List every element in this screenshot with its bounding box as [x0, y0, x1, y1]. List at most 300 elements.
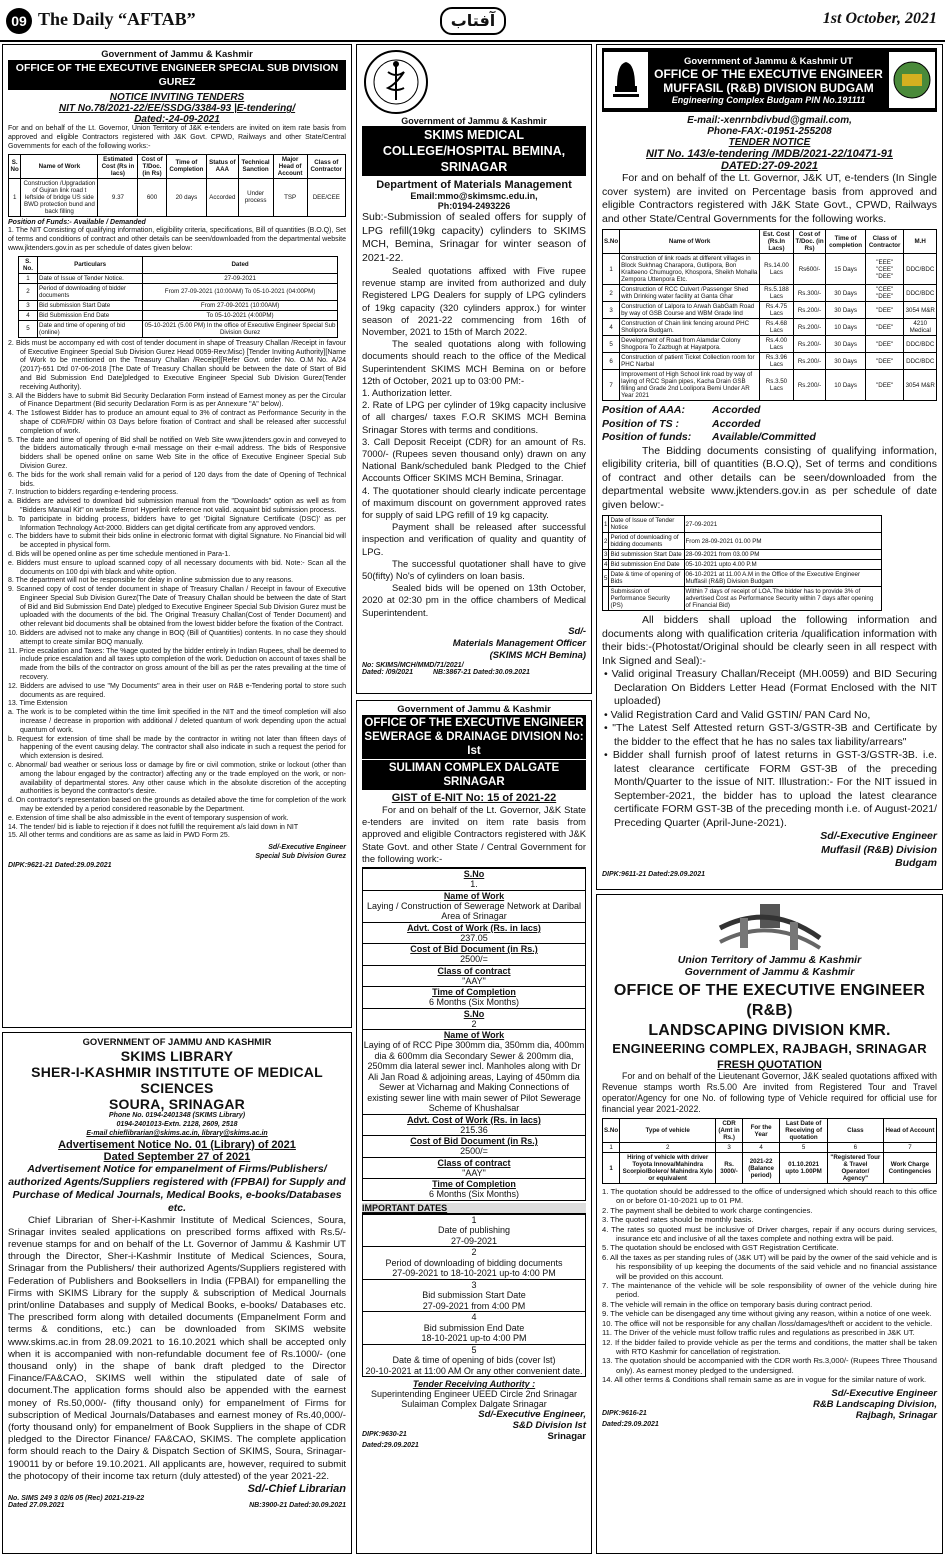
table-header: CDR (Amt in Rs.) — [716, 1119, 743, 1143]
condition-item: 9. The vehicle can be disengaged any time without giving any reason, within a notice of one week. — [602, 1309, 932, 1319]
condition-item: 15. All other terms and conditions are as same as laid in PWD Form 25. — [8, 832, 230, 840]
newspaper-logo: آفتاب — [440, 7, 506, 35]
table-cell: 4 — [603, 319, 620, 336]
signature-title: Sd/-Executive Engineer — [268, 844, 346, 852]
table-row — [19, 300, 338, 310]
works-table — [602, 229, 937, 401]
ut-heading: Union Territory of Jammu & Kashmir — [677, 954, 862, 966]
condition-item: 6. The bids for the work shall remain valid for a period of 120 days from the date of Opening of Technical bids. — [8, 471, 346, 488]
condition-item: 8. The vehicle will remain in the office on temporary basis during contract period. — [602, 1299, 873, 1309]
date-entry: 5 — [363, 1344, 585, 1356]
table-cell: TSP — [273, 178, 307, 216]
para-2: The sealed quotations along with following documents should reach to the office of the Medical Superintendent SKIMS MCH Bemina on or before 12th of October, 2021 up to 03:00 PM:- — [362, 338, 586, 386]
para-4: The successful quotationer shall have to give 50(fifty) No's of cylinders on loan basis. — [362, 557, 586, 582]
date-entry: 27-09-2021 — [450, 1235, 498, 1246]
table-cell: Rs.4.75 Lacs — [760, 302, 794, 319]
table-row — [603, 570, 882, 587]
field-value: 6 Months (Six Months) — [428, 997, 520, 1008]
table-cell: Bid Submission End Date — [38, 310, 143, 320]
table-cell: Rs.200/- — [793, 370, 825, 401]
schedule-table — [602, 515, 882, 611]
intro-text: For and on behalf of the Lieutenant Governor, J&K sealed quotations affixed with Revenue stamps worth Rs.5.00 Are invited from Registered Tour and Travel operator/Agency for one No. of following type of Vehicle required for official use for financial year 2021-2022. — [602, 1071, 937, 1114]
table-cell: 1 — [603, 1143, 620, 1153]
intro-text: For and on behalf of the Lt. Governor, Union Territory of J&K e-tenders are invited on item rate basis from approved and eligible Contractors registered with J&K Govt. CPWD, Railways and other State/Central Governments for each of the following works:- — [8, 125, 346, 150]
table-cell: Construction of patient Ticket Collection room for PHC Narbal — [620, 353, 760, 370]
para-2: All bidders shall upload the following information and documents along with qualification criteria /qualification information with their bids:-(Photostat/Original should be clearly seen in all respect with Ink Signed and Seal):- — [602, 614, 937, 667]
institute-place: SOURA, SRINAGAR — [108, 1096, 245, 1113]
condition-item: 3. All the Bidders have to submit Bid Security Declaration Form instead of Earnest money as per the Circular of Finance Department (Bid security Declaration Form is as per Annexure "A" below). — [8, 392, 346, 409]
field-label: Advt. Cost of Work (Rs. in lacs) — [363, 922, 585, 933]
bullet-2: • Valid Registration Card and Valid GSTIN/ PAN Card No, — [604, 708, 871, 721]
table-cell: Rs. 3000/- — [716, 1153, 743, 1184]
table-header: Cost of T/Doc. (in Rs) — [793, 230, 825, 254]
table-cell: 2021-22 (Balance period) — [742, 1153, 780, 1184]
funds-value: Available/Committed — [712, 431, 816, 443]
condition-item: 6. All the taxes as per standing rules of (J&K UT) will be paid by the owner of the said vehicle and is his responsibility of up keeping the documents of the said vehicle and no financial assistance will be provided on this account. — [602, 1252, 937, 1281]
notice-body: Chief Librarian of Sher-i-Kashmir Institute of Medical Sciences, Soura, Srinagar invites sealed applications on prescribed forms affixed with Rs.5/- revenue stamps for and on behalf of the Lt. Governor of Jammu & Kashmir UT through the Director, Sher-i-Kashmir Institute of Medical Sciences, Soura, Srinagar from the Publishers/ their authorized Agents/Suppliers registered with Federation of Publishers and Booksellers in India (FPBAI) for empanelling the Firms with SKIMS Library for the supply & subscription of Medical Journals print/online Databases and supply of Medical Books, e-books/ Databases etc. The prescribed form along with detailed documents (Empanelment Form and terms & conditions, etc.) can be downloaded from SKIMS website www.skims.ac.in from 28.09.2021 to 16.10.2021 which shall be accepted only when it is accompanied with non-refundable document fee of Rs.1000/- (one thousand only) in the shape of bank draft pledged to the Director Finance/FA&CAO, SKIMS well within the stipulated date of sale of document.The application forms should also be appended with the earnest money of Rs.50,000/- (fifty thousand only) for empanelment of Firms for subscription of Medical Journals/Databases and earnest money of Rs.40,000/- (forty thousand only) for empanelment of Book Suppliers in the shape of CDR pledged to the Director Finance/ FA&CAO, SKIMS. The complete application form should reach to the Dairy & Dispatch Section of SKIMS, Soura, Srinagar-190011 by or before 19.10.2021. All applicants are, however, required to submit the photocopy of their income tax return (duly attested) of the year 2021-22. — [8, 1214, 346, 1482]
table-cell: 10 Days — [826, 370, 866, 401]
dipk-ref: DIPK:9630-21 — [362, 1431, 407, 1439]
table-header: S.No — [603, 230, 620, 254]
table-cell: Construction of RCC Culvert /Passenger Shed with Drinking water facility at Ganta Ghar — [620, 285, 760, 302]
table-cell: 28-09-2021 from 03.00 PM — [684, 550, 881, 560]
hospital-banner: SKIMS MEDICAL COLLEGE/HOSPITAL BEMINA, SRINAGAR — [362, 126, 586, 176]
field-label: Advt. Cost of Work (Rs. in lacs) — [363, 1114, 585, 1125]
table-cell: 4210 Medical — [904, 319, 937, 336]
govt-heading: Government of Jammu & Kashmir — [401, 116, 547, 126]
notice-title: NOTICE INVITING TENDERS — [109, 92, 245, 104]
condition-item: 14. The tender/ bid is liable to rejection if it does not fulfill the requirement a/s laid down in NIT — [8, 823, 299, 831]
date-entry: Bid submission Start Date — [422, 1290, 526, 1301]
table-cell: Period of downloading of bidding documents — [609, 533, 684, 550]
table-cell: Construction of Lalpora to Arwah GabGath Road by way of GSB Course and WBM Grade lind — [620, 302, 760, 319]
table-cell: 1 — [19, 273, 38, 283]
field-value: 237.05 — [460, 932, 488, 943]
date-entry: Period of downloading of bidding documents — [385, 1257, 563, 1268]
table-cell: 1 — [603, 254, 620, 285]
table-cell: Rs.300/- — [793, 285, 825, 302]
table-cell: Rs.3.50 Lacs — [760, 370, 794, 401]
signature-office: (SKIMS MCH Bemina) — [489, 649, 586, 661]
para-1: Sealed quotations affixed with Five rupee revenue stamp are invited from authorized and duly Registered LPG Dealers for supply of LPG cylinders of 19kg capacity (320 cylinders approx.) for winter season of 2021-22 commencing from 16th of November, 2021 to 15th of March 2022. — [362, 265, 586, 338]
table-header: Name of Work — [620, 230, 760, 254]
table-cell: 2 — [603, 285, 620, 302]
field-label: Name of Work — [363, 1029, 585, 1040]
office-banner: OFFICE OF THE EXECUTIVE ENGINEER SPECIAL SUB DIVISION GUREZ — [8, 60, 346, 90]
signature-office: Muffasil (R&B) Division — [821, 843, 937, 856]
sewerage-tender-notice — [356, 700, 592, 1554]
institute-title: SHER-I-KASHMIR INSTITUTE OF MEDICAL SCIENCES — [31, 1064, 323, 1097]
table-cell: 30 Days — [826, 336, 866, 353]
funds-position: Position of Funds:- Available / Demanded — [8, 218, 146, 226]
table-cell: Submission of Performance Security (PS) — [609, 587, 684, 611]
signature-place: Rajbagh, Srinagar — [855, 1409, 937, 1421]
signature-title: Sd/-Executive Engineer — [831, 1387, 937, 1399]
govt-heading: Government of Jammu & Kashmir — [101, 48, 253, 59]
table-header: Dated — [143, 256, 338, 273]
signature: Sd/-Chief Librarian — [247, 1483, 346, 1496]
field-label: Name of Work — [363, 890, 585, 901]
condition-item: 13. Time Extension — [8, 700, 68, 708]
para-1: The Bidding documents consisting of qualifying information, eligibility criteria, bill of quantities (B.O.Q), Set of terms and conditions of contract and other details can be seen/downloaded from the departmental website www.jktenders.gov.in as per schedule of date given below:- — [602, 444, 937, 511]
table-cell: 6 — [603, 353, 620, 370]
table-header: Cost of T/Doc. (in Rs) — [138, 154, 166, 178]
condition-item: e. Bidders must ensure to upload scanned copy of all necessary documents with bid. Note:- Scan all the documents on 100 dpi with black and white option. — [8, 559, 346, 576]
phone-2: 0194-2401013-Extn. 2128, 2609, 2518 — [116, 1121, 238, 1128]
nit-date: Dated:-24-09-2021 — [134, 114, 220, 126]
date-entry: 1 — [363, 1214, 585, 1226]
intro-text: For and on behalf of the Lt. Governor, J&K UT, e-tenders (In Single cover system) are invited on Percentage basis from approved and eligible Contractors registered with J&K State Govt., CPWD, Railways and other State/Central Governments for the following works. — [602, 172, 937, 225]
tender-authority-2: Sulaiman Complex Dalgate Srinagar — [401, 1399, 547, 1410]
field-label: Class of contract — [363, 965, 585, 976]
notice-date: Dated September 27 of 2021 — [103, 1150, 251, 1163]
landscaping-quotation-notice — [596, 894, 943, 1554]
table-cell: 3 — [604, 551, 608, 558]
gurez-tender-notice — [2, 44, 352, 1028]
table-row — [603, 370, 937, 401]
table-header: Est. Cost (Rs.In Lacs) — [760, 230, 794, 254]
table-cell: 1 — [603, 1153, 620, 1184]
para-5: Sealed bids will be opened on 13th October, 2020 at 02:30 pm in the office chambers of Medical Superintendent. — [362, 582, 586, 618]
schedule-table — [18, 256, 338, 338]
govt-heading: GOVERNMENT OF JAMMU AND KASHMIR — [82, 1036, 272, 1047]
library-title: SKIMS LIBRARY — [120, 1048, 234, 1065]
table-cell: Work Charge Contingencies — [883, 1153, 936, 1184]
date-entry: 27-09-2021 from 4:00 PM — [422, 1300, 526, 1311]
table-cell: Date and time of opening of bid (online) — [38, 320, 143, 337]
table-cell: "DEE" — [865, 302, 904, 319]
signature-office: Special Sub Division Gurez — [255, 853, 346, 860]
table-cell: DDC/BDC — [904, 285, 937, 302]
para-3: Payment shall be released after successful inspection and verification of quality and quantity of LPG. — [362, 521, 586, 557]
table-row — [19, 320, 338, 337]
govt-heading: Government of Jammu & Kashmir UT — [684, 55, 853, 67]
email: Email:mmo@skimsmc.edu.in, — [410, 191, 538, 201]
condition-item: 11. The Driver of the vehicle must follow traffic rules and regulations as prescribed in J&K UT. — [602, 1328, 915, 1338]
table-cell: From 28-09-2021 01.00 PM — [684, 533, 881, 550]
date-entry: 3 — [363, 1279, 585, 1291]
condition-item: 10. Bidders are advised not to make any change in BOQ (Bill of Quantities) contents. In no case they should attempt to create similar BOQ manually. — [8, 630, 346, 646]
table-header: Class — [827, 1119, 883, 1143]
table-cell: 3054 M&R — [904, 302, 937, 319]
table-header: S. No. — [19, 256, 38, 273]
table-header: Technical Sanction — [238, 154, 273, 178]
table-cell: Date of Issue of Tender Notice. — [38, 273, 143, 283]
ref-number: No: SKIMS/MCH/MMD/71/2021/ — [362, 661, 464, 669]
table-cell: DEE/CEE — [307, 178, 345, 216]
signature-title: Materials Management Officer — [452, 637, 586, 649]
table-cell: Rs.4.00 Lacs — [760, 336, 794, 353]
signature-place: Srinagar — [547, 1431, 586, 1443]
department-logo-icon — [889, 52, 935, 108]
table-cell: 1 — [603, 516, 609, 533]
conditions-list — [602, 1187, 937, 1385]
table-row — [603, 336, 937, 353]
condition-item: 8. The department will not be responsible for delay in online submission due to any reasons. — [8, 577, 294, 585]
field-label: Cost of Bid Document (in Rs.) — [363, 943, 585, 954]
table-cell: Rs.200/- — [793, 319, 825, 336]
table-header: Estimated Cost (Rs in lacs) — [98, 154, 138, 178]
table-cell: "EEE" "CEE" "DEE" — [865, 254, 904, 285]
field-label: Cost of Bid Document (in Rs.) — [363, 1135, 585, 1146]
table-cell: 2 — [620, 1143, 716, 1153]
dipk-date: Dated:29.09.2021 — [602, 1420, 659, 1428]
table-header: Name of Work — [21, 154, 98, 178]
signature-office: R&B Landscaping Division, — [812, 1398, 937, 1410]
ref-date: Dated 27.09.2021 — [8, 1502, 65, 1510]
table-cell: 10 Days — [826, 319, 866, 336]
condition-item: 11. Price escalation and Taxes: The %age quoted by the bidder entirely in Indian Rupees, shall be deemed to include price escalation and all taxes upto completion of the work. Deduction on account of taxes shall be made from the bills of the contractor on gross amount of the bill as per the rates prevailing at the time of recovery. — [8, 647, 346, 682]
field-value: 215.36 — [460, 1124, 488, 1135]
conditions-list — [8, 340, 346, 841]
table-cell: Date & time of opening of Bids — [609, 570, 684, 587]
table-header: Last Date of Receiving of quotation — [780, 1119, 828, 1143]
works-table — [8, 154, 346, 217]
signature-place: Budgam — [895, 857, 937, 869]
table-cell: DDC/BDC — [904, 254, 937, 285]
nit-number: NIT No. 143/e-tendering /MDB/2021-22/10471-91 — [646, 148, 893, 160]
table-cell: From 27-09-2021 (10:00AM) To 05-10-2021 (04:00PM) — [143, 283, 338, 300]
funds-label: Position of funds: — [602, 431, 692, 443]
table-row — [603, 302, 937, 319]
table-cell: Rs.200/- — [793, 302, 825, 319]
page-number: 09 — [6, 8, 32, 34]
table-header: Class of Contractor — [865, 230, 904, 254]
table-cell: Improvement of High School link road by way of laying of RCC Spain pipes, Kacha Drain GSB filling and Grade 2nd Loolipora Bemi Under AR Year 2021 — [620, 370, 760, 401]
email: E-mail chieflibrarian@skims.ac.in, library@skims.ac.in — [86, 1129, 268, 1137]
condition-item: 2. Bids must be accompany ed with cost of tender document in shape of Treasury Challan /Receipt in favour of Executive Engineer Special Sub Division Gurez Head 0059-Rev:Misc) [Tender Inviting Authority][Name of Work to be mentioned on the Treasury Challan /Receipt][Refer Govt. order No. O.M No. A/24 (2017)-651 Dtd 07-06-2018 [The Date of Treasury Challan should be between the date of Start of Bid and Bid Submission End Date]pledged to Executive Engineer Special Sub Division Gurez(Tender receiving Authority). — [8, 339, 346, 391]
table-header: For the Year — [742, 1119, 780, 1143]
condition-item: 5. The date and time of opening of Bid shall be notified on Web Site www.jktenders.gov.in and conveyed to the bidders automatically through e-mail message on their e-mail address. The bids of Responsive bidders shall be opened online on same Web Site in the office of Executive Engineer Special Sub Division Gurez. — [8, 436, 346, 470]
condition-item: 12. Bidders are advised to use "My Documents" area in their user on R&B e-Tendering portal to store such documents as are required. — [8, 682, 346, 699]
table-header: Major Head of Account — [273, 154, 307, 178]
table-cell: Rs.14.00 Lacs — [760, 254, 794, 285]
bullet-3: • "The Latest Self Attested return GST-3/GSTR-3B and Certificate by the bidder to the effect that he has no sales tax liability/arrears" — [604, 722, 938, 748]
table-cell: Accorded — [207, 178, 238, 216]
table-cell: Rs.5.188 Lacs — [760, 285, 794, 302]
table-cell: 5 — [603, 336, 620, 353]
engineering-building-icon — [602, 898, 937, 954]
dipk-ref: DIPK:9621-21 Dated:29.09.2021 — [8, 861, 112, 869]
office-banner: OFFICE OF THE EXECUTIVE ENGINEER SEWERAGE & DRAINAGE DIVISION No: Ist — [362, 715, 586, 759]
phone: Phone No. 0194-2401348 (SKIMS Library) — [108, 1112, 246, 1120]
field-label: Class of contract — [363, 1157, 585, 1168]
table-row — [19, 273, 338, 283]
table-cell: 9.37 — [98, 178, 138, 216]
table-cell: Development of Road from Alamdar Colony Shogpora To Zazbugh at Hayatpora. — [620, 336, 760, 353]
table-row — [603, 560, 882, 570]
table-header: S. No — [9, 154, 21, 178]
table-cell: 5 — [780, 1143, 828, 1153]
phone: Ph:0194-2493226 — [437, 201, 511, 211]
table-cell: To 05-10-2021 (4:00PM) — [143, 310, 338, 320]
aaa-label: Position of AAA: — [602, 404, 686, 416]
condition-item: c. Abnormal/ bad weather or serious loss or damage by fire or civil commotion, strike or lockout (other than among the labour engaged by the contractor) affecting any or the trade employed on the work, or non-availability of departmental stores. Any other cause which in the absolute discretion of the accepting authorities is beyond the contractor's desire. — [8, 762, 346, 796]
bullet-4: • Bidder shall furnish proof of latest returns in GST-3/GSTR-3B. i.e. latest clearance certificate FORM GST-3B of the preceding Month/Quarter to the issue of NIT. Illustration:- For the NIT issued in September-2021, the bidder has to upload the latest clearance certificate FORM GST-3B of the preceding month i.e. of August-2021/ Preceding Quarter (April-June-2021). — [604, 749, 938, 829]
table-cell: Construction of link roads at different villages in Block Sukhnag Charapora, Gutlipora, Bon Kralteeno Chumugroo, Khospora, Sheikh Mohalla Zempora Uttenpora Etc. — [620, 254, 760, 285]
office-address: ENGINEERING COMPLEX, RAJBAGH, SRINAGAR — [612, 1041, 927, 1056]
bullet-1: • Valid original Treasury Challan/Receipt (MH.0059) and BID Securing Declaration On Bidders Letter Head (Format Enclosed with the NIT uploaded) — [604, 668, 937, 707]
table-cell: 06-10-2021 at 11.00 A.M in the Office of the Executive Engineer Muffasil (R&B) Division Budgam — [684, 570, 881, 587]
nit-number: NIT No.78/2021-22/EE/SSDG/3384-93 |E-tendering/ — [58, 103, 296, 115]
condition-item: c. The bidders have to submit their bids online in electronic format with digital Signature. No Financial bid will be accepted in physical form. — [8, 533, 346, 550]
table-header: Status of AAA — [207, 154, 238, 178]
table-row — [603, 319, 937, 336]
intro-text: For and on behalf of the Lt. Governor, J&K State e-tenders are invited on item rate basis from approved and eligible Contractors registered with J&K State Govt. and other State / Central Government for the following work:- — [362, 804, 586, 864]
office-title: OFFICE OF THE EXECUTIVE ENGINEER MUFFASIL (R&B) DIVISION BUDGAM — [654, 66, 883, 95]
condition-item: 3. The quoted rates should be monthly basis. — [602, 1215, 754, 1225]
table-cell: "CEE" "DEE" — [865, 285, 904, 302]
table-row — [603, 254, 937, 285]
gist-number: GIST of E-NIT No: 15 of 2021-22 — [391, 792, 557, 804]
ref-date: Dated: /09/2021 — [362, 668, 413, 676]
field-value: 2 — [471, 1018, 477, 1029]
signature-title: Sd/-Executive Engineer, — [478, 1409, 586, 1421]
tender-notice-title: TENDER NOTICE — [728, 137, 811, 148]
table-cell: 1 — [9, 178, 21, 216]
condition-item: e. Extension of time shall be also admissible in the event of temporary suspension of work. — [8, 814, 289, 822]
emblem-icon — [604, 52, 648, 108]
table-cell: 20 days — [166, 178, 206, 216]
item-3: 3. Call Deposit Receipt (CDR) for an amount of Rs. 7000/- (Rupees seven thousand only) drawn on any National Bank/scheduled bank Pledged to the Chief Accounts Officer SKIMS MCH Bemina, Srinagar. — [362, 435, 586, 484]
condition-item: 4. The 1stlowest Bidder has to produce an amount equal to 3% of contract as Performance Security in the shape of CDR/FDR/ within 03 Days before fixation of Contract and shall be released after successful completion of work. — [8, 410, 346, 435]
table-cell: 3 — [603, 302, 620, 319]
field-label: S.No — [363, 868, 585, 879]
table-row — [603, 587, 882, 611]
table-header: Head of Account — [883, 1119, 936, 1143]
table-cell: Rs.4.68 Lacs — [760, 319, 794, 336]
signature-office: S&D Division Ist — [512, 1420, 586, 1432]
condition-item: d. Bids will be opened online as per time schedule mentioned in Para-1. — [8, 550, 231, 558]
table-cell: 05-10-2021 (5.00 PM) In the office of Executive Engineer Special Sub Division Gurez — [143, 320, 338, 337]
condition-item: b. To participate in bidding process, bidders have to get 'Digital Signature Certificate (DSC)' as per Information Technology Act-2000. Bidders can get digital certificate from any approved vendors. — [8, 515, 346, 532]
table-cell: DDC/BDC — [904, 353, 937, 370]
condition-item: a. The work is to be completed within the time limit specified in the NIT and the timeof completion will also increase / decrease in proportion with additional / deleted quantum of work depending upon the actual quantum of work. — [8, 709, 346, 734]
table-cell: "Registered Tour & Travel Operator/ Agency" — [827, 1153, 883, 1184]
field-value: Laying / Construction of Sewerage Network at Daribal Area of Srinagar — [366, 900, 582, 922]
table-header: Type of vehicle — [620, 1119, 716, 1143]
condition-item: 14. All other terms & Conditions shall remain same as are in vogue for the similar nature of work. — [602, 1375, 927, 1385]
table-header: Time of completion — [826, 230, 866, 254]
table-cell: 27-09-2021 — [143, 273, 338, 283]
table-cell: Under process — [238, 178, 273, 216]
table-cell: Date of Issue of Tender Notice — [609, 516, 684, 533]
table-cell: 6 — [827, 1143, 883, 1153]
table-cell: 600 — [138, 178, 166, 216]
table-cell: 4 — [742, 1143, 780, 1153]
notice-number: Advertisement Notice No. 01 (Library) of 2021 — [58, 1138, 296, 1151]
table-cell: 7 — [603, 370, 620, 401]
condition-item: 7. The maintenance of the vehicle will be sole responsibility of owner of the vehicle during hire period. — [602, 1281, 937, 1300]
table-cell: Rs600/- — [793, 254, 825, 285]
date-entry: 27-09-2021 to 18-10-2021 up-to 4:00 PM — [392, 1268, 556, 1279]
important-dates — [362, 1213, 586, 1378]
dipk-date: Dated:29.09.2021 — [362, 1442, 419, 1450]
field-value: 2500/= — [460, 954, 488, 965]
table-cell: 3 — [716, 1143, 743, 1153]
para-1: 1. The NIT Consisting of qualifying information, eligibility criteria, specifications, Bill of quantities (B.O.Q), Set of terms and conditions of contract and other details can be seen/downloaded from the departmental website www.jktenders.gov.in as per schedule of dates given below: — [8, 227, 346, 252]
sd: Sd/- — [568, 624, 586, 636]
tender-authority-1: Superintending Engineer UEED Circle 2nd Srinagar — [370, 1389, 578, 1400]
table-cell: 15 Days — [826, 254, 866, 285]
date-entry: Bid submission End Date — [423, 1322, 525, 1333]
phone: Phone-FAX:-01951-255208 — [707, 126, 832, 137]
table-cell: Bid submission Start Date — [609, 550, 684, 560]
table-cell: Period of downloading of bidder documents — [38, 283, 143, 300]
skims-seal-logo — [362, 48, 430, 116]
table-cell: "DEE" — [865, 319, 904, 336]
table-cell: Hiring of vehicle with driver Toyota Innova/Mahindra Scorpio/Bolero/ Mahindra Xylo or equivalent — [620, 1153, 716, 1184]
table-cell: "DEE" — [865, 353, 904, 370]
ts-value: Accorded — [712, 417, 761, 430]
vehicle-table — [602, 1118, 937, 1184]
table-cell: 4 — [604, 561, 608, 568]
condition-item: 1. The quotation should be addressed to the office of undersigned which should reach to this office on or before 01-10-2021 up to 01 PM. — [602, 1187, 937, 1206]
table-row — [603, 533, 882, 550]
budgam-tender-notice — [596, 44, 943, 890]
field-value: Laying of of RCC Pipe 300mm dia, 350mm dia, 400mm dia & 600mm dia Secondary Sewer & 200mm dia, 250mm dia lateral sewer incl. Manholes along with Dr Ali Jan Road & adjoining areas, Laying of 450mm dia Sewer at Vicharnag and Making Connections of existing sewer line with main sewer of Pilot Sewerage Scheme of Khushalsar — [363, 1040, 585, 1114]
govt-heading: Government of Jammu & Kashmir — [397, 704, 551, 715]
important-dates-heading: IMPORTANT DATES — [362, 1203, 586, 1213]
date-entry: 20-10-2021 at 11:00 AM Or any other convenient date. — [365, 1365, 583, 1376]
table-cell: 30 Days — [826, 302, 866, 319]
field-value: "AAY" — [462, 975, 486, 986]
office-title-1: OFFICE OF THE EXECUTIVE ENGINEER (R&B) — [613, 982, 926, 1019]
field-label: S.No — [363, 1008, 585, 1019]
ref-number: No. SIMS 249 3 02/6 05 (Rec) 2021-219-22 — [8, 1495, 145, 1503]
condition-item: 10. The office will not be responsible for any challan /loss/damages/theft or accident to the vehicle. — [602, 1318, 933, 1328]
govt-heading: Government of Jammu & Kashmir — [684, 966, 855, 978]
office-address-banner: SULIMAN COMPLEX DALGATE SRINAGAR — [362, 760, 586, 790]
table-header: Class of Contractor — [307, 154, 345, 178]
department: Department of Materials Management — [376, 179, 572, 191]
table-cell: Rs.200/- — [793, 353, 825, 370]
table-cell: Bid submission End Date — [609, 560, 684, 570]
table-cell: "DEE" — [865, 370, 904, 401]
table-cell: 3 — [19, 300, 38, 310]
condition-item: 7. Instruction to bidders regarding e-tendering process. — [8, 489, 179, 497]
table-cell: 7 — [883, 1143, 936, 1153]
notice-subject: Advertisement Notice for empanelment of Firms/Publishers/ authorized Agents/Suppliers registered with (FPBAI) for Supply and Purchase of Medical Journals, Medical Books, e-books/Databases etc. — [8, 1162, 346, 1214]
table-cell: Rs.200/- — [793, 336, 825, 353]
table-cell: Construction /Upgradation of Gujran link road t leftside of bridge US side BWD protection bund and back filling — [21, 178, 98, 216]
aaa-value: Accorded — [712, 404, 761, 416]
table-header: S.No — [603, 1119, 620, 1143]
field-label: Time of Completion — [363, 986, 585, 997]
table-row — [19, 283, 338, 300]
table-cell: Construction of Chain link fencing around PHC Sholipora Budgam. — [620, 319, 760, 336]
condition-item: 9. Scanned copy of cost of tender document in shape of Treasury Challan / Receipt in favour of Executive Engineer Special Sub Division Gurez(The Date of Treasury Challan should be between the date of Start of Bid and Bid Submission End Date) pledged to Executive Engineer Special Sub Division Gurez must be uploaded with the documents of the bid. The Original Treasury Challan(Cost of Tender Document) and other relevant bid documents shall be obtained from the lowest bidder before the fixation of the Contract. — [8, 586, 346, 629]
works-details — [362, 867, 586, 1201]
table-row — [603, 516, 882, 533]
condition-item: 5. The quotation should be enclosed with GST Registration Certificate. — [602, 1243, 839, 1253]
field-value: 2500/= — [460, 1146, 488, 1157]
table-cell: 4 — [19, 310, 38, 320]
table-cell: 30 Days — [826, 353, 866, 370]
dipk-ref: DIPK:9616-21 — [602, 1409, 647, 1417]
quotation-title: FRESH QUOTATION — [717, 1059, 822, 1071]
dipk-ref: DIPK:9611-21 Dated:29.09.2021 — [602, 870, 705, 878]
field-value: 6 Months (Six Months) — [428, 1189, 520, 1200]
subject: Sub:-Submission of sealed offers for supply of LPG refill(19kg capacity) cylinders to SKIMS MCH, Bemina, Srinagar for winter season of 2021-22. — [362, 211, 586, 264]
table-cell: 3054 M&R — [904, 370, 937, 401]
tender-authority-label: Tender Receiving Authority : — [412, 1379, 536, 1390]
nb-ref: NB:3900-21 Dated:30.09.2021 — [249, 1502, 346, 1510]
ts-label: Position of TS : — [602, 417, 679, 430]
date-entry: 4 — [363, 1311, 585, 1323]
table-cell: 2 — [19, 283, 38, 300]
table-cell: DDC/BDC — [904, 336, 937, 353]
